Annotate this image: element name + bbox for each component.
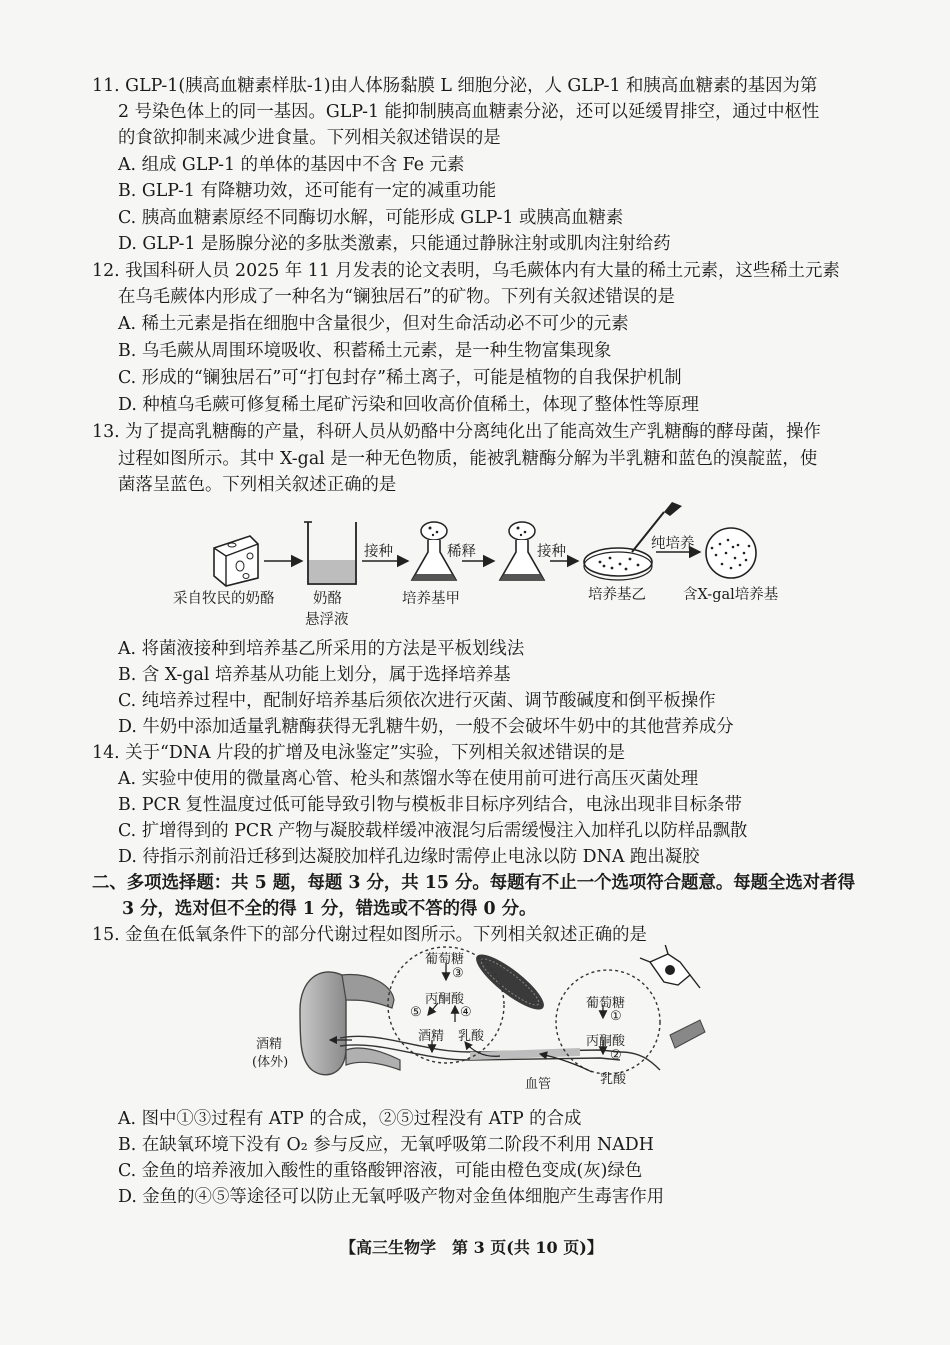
q11-option-a: A. 组成 GLP-1 的单体的基因中不含 Fe 元素 [118, 155, 465, 175]
q13-option-b: B. 含 X-gal 培养基从功能上划分，属于选择培养基 [118, 665, 511, 685]
label-left-pyruvate: 丙酮酸 [425, 992, 465, 1007]
q12-option-b: B. 乌毛蕨从周围环境吸收、积蓄稀土元素，是一种生物富集现象 [118, 341, 612, 361]
q11-stem-line-3: 的食欲抑制来减少进食量。下列相关叙述错误的是 [118, 128, 501, 148]
q13-option-a: A. 将菌液接种到培养基乙所采用的方法是平板划线法 [118, 639, 525, 659]
q11-stem-line-1: 11. GLP-1(胰高血糖素样肽-1)由人体肠黏膜 L 细胞分泌，人 GLP-1 和胰高血糖素的基因为第 [92, 76, 818, 96]
label-left-glucose: 葡萄糖 [425, 952, 465, 967]
label-suspension-1: 奶酪 [313, 591, 342, 607]
q14-option-a: A. 实验中使用的微量离心管、枪头和蒸馏水等在使用前可进行高压灭菌处理 [118, 769, 699, 789]
neuron-icon [640, 945, 700, 988]
gill-organ-shape [300, 972, 400, 1075]
q13-option-d: D. 牛奶中添加适量乳糖酶获得无乳糖牛奶，一般不会破坏牛奶中的其他营养成分 [118, 717, 734, 737]
q12-stem-line-2: 在乌毛蕨体内形成了一种名为“镧独居石”的矿物。下列有关叙述错误的是 [118, 287, 675, 307]
q15-stem-line-1: 15. 金鱼在低氧条件下的部分代谢过程如图所示。下列相关叙述正确的是 [92, 925, 647, 945]
beaker-icon [304, 522, 356, 584]
q13-option-c: C. 纯培养过程中，配制好培养基后须依次进行灭菌、调节酸碱度和倒平板操作 [118, 691, 716, 711]
section2-heading-line-2: 3 分，选对但不全的得 1 分，错选或不答的得 0 分。 [122, 899, 537, 919]
label-right-pyruvate: 丙酮酸 [586, 1034, 626, 1049]
cheese-icon [214, 536, 258, 586]
q15-option-c: C. 金鱼的培养液加入酸性的重铬酸钾溶液，可能由橙色变成(灰)绿色 [118, 1161, 643, 1181]
label-alcohol-outside-2: (体外) [252, 1055, 289, 1070]
muscle-fiber-shape [470, 947, 551, 1018]
label-xgal: 含X-gal培养基 [683, 587, 779, 603]
q12-option-a: A. 稀土元素是指在细胞中含量很少，但对生命活动必不可少的元素 [118, 314, 629, 334]
label-left-step3: ③ [452, 966, 464, 981]
label-dilute: 稀释 [447, 544, 476, 560]
q12-option-c: C. 形成的“镧独居石”可“打包封存”稀土离子，可能是植物的自我保护机制 [118, 368, 682, 388]
q15-option-b: B. 在缺氧环境下没有 O₂ 参与反应，无氧呼吸第二阶段不利用 NADH [118, 1135, 654, 1155]
q13-stem-line-2: 过程如图所示。其中 X-gal 是一种无色物质，能被乳糖酶分解为半乳糖和蓝色的溴靛蓝，使 [118, 449, 818, 469]
q15-figure-drawing [0, 945, 950, 1100]
q13-figure [0, 495, 950, 635]
label-inoculate-1: 接种 [364, 544, 393, 560]
q14-option-c: C. 扩增得到的 PCR 产物与凝胶载样缓冲液混匀后需缓慢注入加样孔以防样品飘散 [118, 821, 748, 841]
label-cheese: 采自牧民的奶酪 [173, 591, 275, 607]
q14-option-d: D. 待指示剂前沿迁移到达凝胶加样孔边缘时需停止电泳以防 DNA 跑出凝胶 [118, 847, 700, 867]
petri-dish-b-icon [584, 548, 652, 580]
label-right-lactic: 乳酸 [600, 1072, 627, 1087]
q15-figure [0, 945, 950, 1100]
q11-stem-line-2: 2 号染色体上的同一基因。GLP-1 能抑制胰高血糖素分泌，还可以延缓胃排空，通过中枢性 [118, 102, 820, 122]
q14-option-b: B. PCR 复性温度过低可能导致引物与模板非目标序列结合，电泳出现非目标条带 [118, 795, 742, 815]
q11-option-b: B. GLP-1 有降糖功效，还可能有一定的减重功能 [118, 181, 497, 201]
label-right-step2: ② [610, 1048, 622, 1063]
label-alcohol-outside-1: 酒精 [256, 1037, 283, 1052]
q13-stem-line-3: 菌落呈蓝色。下列相关叙述正确的是 [118, 475, 397, 495]
q13-figure-drawing [0, 495, 950, 635]
label-right-step1: ① [610, 1009, 622, 1024]
label-left-alcohol: 酒精 [418, 1029, 445, 1044]
q12-stem-line-1: 12. 我国科研人员 2025 年 11 月发表的论文表明，乌毛蕨体内有大量的稀土元素，这些稀土元素 [92, 261, 840, 281]
label-vessel: 血管 [525, 1077, 552, 1092]
label-suspension-2: 悬浮液 [305, 612, 349, 628]
q14-stem-line-1: 14. 关于“DNA 片段的扩增及电泳鉴定”实验，下列相关叙述错误的是 [92, 743, 625, 763]
q13-stem-line-1: 13. 为了提高乳糖酶的产量，科研人员从奶酪中分离纯化出了能高效生产乳糖酶的酵母菌，操作 [92, 422, 821, 442]
page-footer: 【高三生物学 第 3 页(共 10 页)】 [340, 1238, 603, 1257]
q11-option-c: C. 胰高血糖素原经不同酶切水解，可能形成 GLP-1 或胰高血糖素 [118, 208, 624, 228]
label-medium-b: 培养基乙 [588, 587, 646, 603]
label-medium-a: 培养基甲 [402, 591, 460, 607]
label-right-glucose: 葡萄糖 [586, 996, 626, 1011]
q15-option-a: A. 图中①③过程有 ATP 的合成，②⑤过程没有 ATP 的合成 [118, 1109, 582, 1129]
q11-option-d: D. GLP-1 是肠腺分泌的多肽类激素，只能通过静脉注射或肌肉注射给药 [118, 234, 671, 254]
label-left-step5: ⑤ [410, 1005, 422, 1020]
section2-heading-line-1: 二、多项选择题：共 5 题，每题 3 分，共 15 分。每题有不止一个选项符合题意。每题全选对者得 [92, 873, 855, 893]
label-left-step4: ④ [460, 1005, 472, 1020]
label-inoculate-2: 接种 [537, 544, 566, 560]
q15-option-d: D. 金鱼的④⑤等途径可以防止无氧呼吸产物对金鱼体细胞产生毒害作用 [118, 1187, 665, 1207]
q12-option-d: D. 种植乌毛蕨可修复稀土尾矿污染和回收高价值稀土，体现了整体性等原理 [118, 395, 699, 415]
label-pure-culture: 纯培养 [651, 536, 695, 552]
label-left-lactic: 乳酸 [458, 1029, 485, 1044]
xgal-plate-icon [706, 528, 756, 578]
